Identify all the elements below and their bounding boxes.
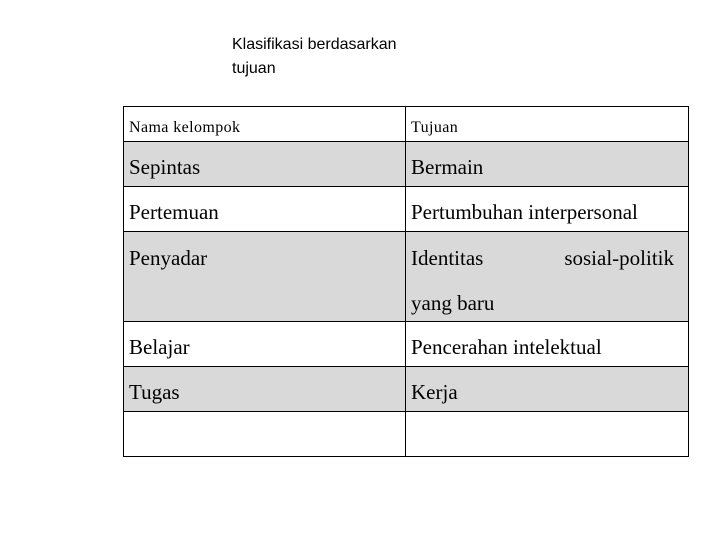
table-row <box>124 367 689 412</box>
cell-group-name: Sepintas <box>124 142 406 187</box>
cell-group-goal <box>406 412 689 457</box>
cell-group-goal: Kerja <box>406 367 689 412</box>
cell-group-name-text: Penyadar <box>129 246 208 270</box>
header-cell-tujuan: Tujuan <box>406 107 689 142</box>
goal-line-1 <box>411 246 674 270</box>
cell-group-name <box>124 232 406 322</box>
classification-table <box>123 106 689 457</box>
goal-word-sosial-politik: sosial-politik <box>564 246 674 270</box>
table-row-empty <box>124 412 689 457</box>
cell-group-name: Belajar <box>124 322 406 367</box>
slide-title <box>232 33 472 81</box>
cell-group-goal <box>406 232 689 322</box>
title-line-1: Klasifikasi berdasarkan <box>232 36 397 53</box>
table-row <box>124 142 689 187</box>
cell-group-name <box>124 412 406 457</box>
title-line-2: tujuan <box>232 60 276 77</box>
table-row <box>124 232 689 322</box>
cell-group-goal: Bermain <box>406 142 689 187</box>
cell-group-name: Tugas <box>124 367 406 412</box>
cell-group-goal: Pencerahan intelektual <box>406 322 689 367</box>
header-cell-nama-kelompok: Nama kelompok <box>124 107 406 142</box>
table-row <box>124 322 689 367</box>
cell-group-goal: Pertumbuhan interpersonal <box>406 187 689 232</box>
goal-word-identitas: Identitas <box>411 246 484 270</box>
goal-line-2: yang baru <box>411 291 495 315</box>
cell-group-name: Pertemuan <box>124 187 406 232</box>
table-header-row <box>124 107 689 142</box>
table-row <box>124 187 689 232</box>
